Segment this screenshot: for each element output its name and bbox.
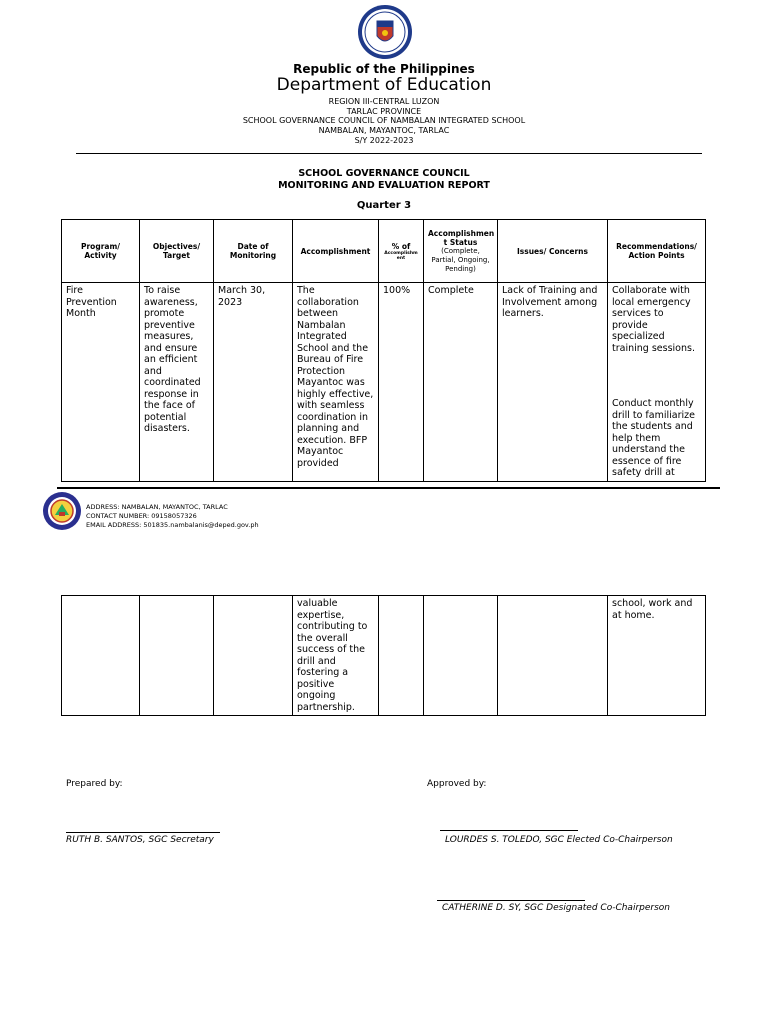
council-name: SCHOOL GOVERNANCE COUNCIL OF NAMBALAN INTEGRATED SCHOOL bbox=[242, 116, 526, 125]
school-year: S/Y 2022-2023 bbox=[354, 136, 414, 145]
cell-issues: Lack of Training and Involvement among learners. bbox=[498, 283, 608, 482]
cell-empty bbox=[62, 596, 140, 716]
header-date: Date of Monitoring bbox=[214, 220, 293, 283]
cell-accomplishment-continued: valuable expertise, contributing to the overall success of the drill and fostering a positive ongoing partnership. bbox=[293, 596, 379, 716]
quarter-label: Quarter 3 bbox=[356, 200, 412, 211]
cell-accomplishment: The collaboration between Nambalan Integrated School and the Bureau of Fire Protection Mayantoc was highly effective, with seamless coordination in planning and execution. BFP Mayantoc provided bbox=[293, 283, 379, 482]
cell-status: Complete bbox=[424, 283, 498, 482]
header-objectives: Objectives/ Target bbox=[140, 220, 214, 283]
recommendation-1: Collaborate with local emergency services to provide specialized training sessions. bbox=[612, 285, 695, 354]
cell-empty bbox=[214, 596, 293, 716]
recommendation-2: Conduct monthly drill to familiarize the students and help them understand the essence of fire safety drill at bbox=[612, 398, 695, 478]
school-address: NAMBALAN, MAYANTOC, TARLAC bbox=[318, 126, 450, 135]
signatory-elected: LOURDES S. TOLEDO, SGC Elected Co-Chairperson bbox=[445, 835, 673, 845]
footer-address: ADDRESS: NAMBALAN, MAYANTOC, TARLAC bbox=[86, 503, 228, 511]
cell-recommendations bbox=[608, 283, 706, 482]
monitoring-table bbox=[61, 219, 706, 482]
school-logo-icon bbox=[40, 491, 84, 531]
page-footer-divider bbox=[57, 487, 720, 489]
region: REGION III-CENTRAL LUZON bbox=[328, 97, 440, 106]
cell-recommendation-continued: school, work and at home. bbox=[608, 596, 706, 716]
header-program: Program/ Activity bbox=[62, 220, 140, 283]
cell-date: March 30, 2023 bbox=[214, 283, 293, 482]
cell-objectives: To raise awareness, promote preventive measures, and ensure an efficient and coordinated response in the face of potential disasters. bbox=[140, 283, 214, 482]
cell-empty bbox=[498, 596, 608, 716]
header-status bbox=[424, 220, 498, 283]
prepared-by-label: Prepared by: bbox=[66, 779, 123, 789]
cell-program: Fire Prevention Month bbox=[62, 283, 140, 482]
agency-name: Department of Education bbox=[276, 75, 492, 95]
signature-line-elected bbox=[440, 830, 578, 831]
header-issues: Issues/ Concerns bbox=[498, 220, 608, 283]
signatory-designated: CATHERINE D. SY, SGC Designated Co-Chairperson bbox=[442, 903, 671, 913]
header-divider bbox=[76, 153, 702, 154]
header-recommendations: Recommendations/ Action Points bbox=[608, 220, 706, 283]
table-header-row bbox=[62, 220, 706, 283]
table-row bbox=[62, 283, 706, 482]
footer-contact: CONTACT NUMBER: 09158057326 bbox=[86, 512, 197, 520]
signature-line-secretary bbox=[66, 832, 220, 833]
province: TARLAC PROVINCE bbox=[346, 107, 422, 116]
cell-percent: 100% bbox=[379, 283, 424, 482]
header-status-sub: (Complete, Partial, Ongoing, Pending) bbox=[431, 246, 490, 273]
cell-empty bbox=[424, 596, 498, 716]
header-accomplishment: Accomplishment bbox=[293, 220, 379, 283]
cell-empty bbox=[140, 596, 214, 716]
header-status-label: Accomplishmen t Status bbox=[428, 228, 495, 247]
header-percent-label: % of bbox=[391, 241, 411, 251]
report-title-line1: SCHOOL GOVERNANCE COUNCIL bbox=[298, 168, 470, 179]
cell-empty bbox=[379, 596, 424, 716]
deped-seal-icon bbox=[357, 4, 413, 60]
monitoring-table-continued bbox=[61, 595, 706, 716]
approved-by-label: Approved by: bbox=[427, 779, 487, 789]
table-row bbox=[62, 596, 706, 716]
header-percent-sub: Accomplishm ent bbox=[384, 250, 418, 261]
signatory-secretary: RUTH B. SANTOS, SGC Secretary bbox=[66, 835, 214, 845]
header-percent bbox=[379, 220, 424, 283]
signature-line-designated bbox=[437, 900, 585, 901]
report-title-line2: MONITORING AND EVALUATION REPORT bbox=[278, 180, 490, 191]
footer-email: EMAIL ADDRESS: 501835.nambalanis@deped.gov.ph bbox=[86, 521, 259, 529]
country-name: Republic of the Philippines bbox=[293, 62, 475, 76]
